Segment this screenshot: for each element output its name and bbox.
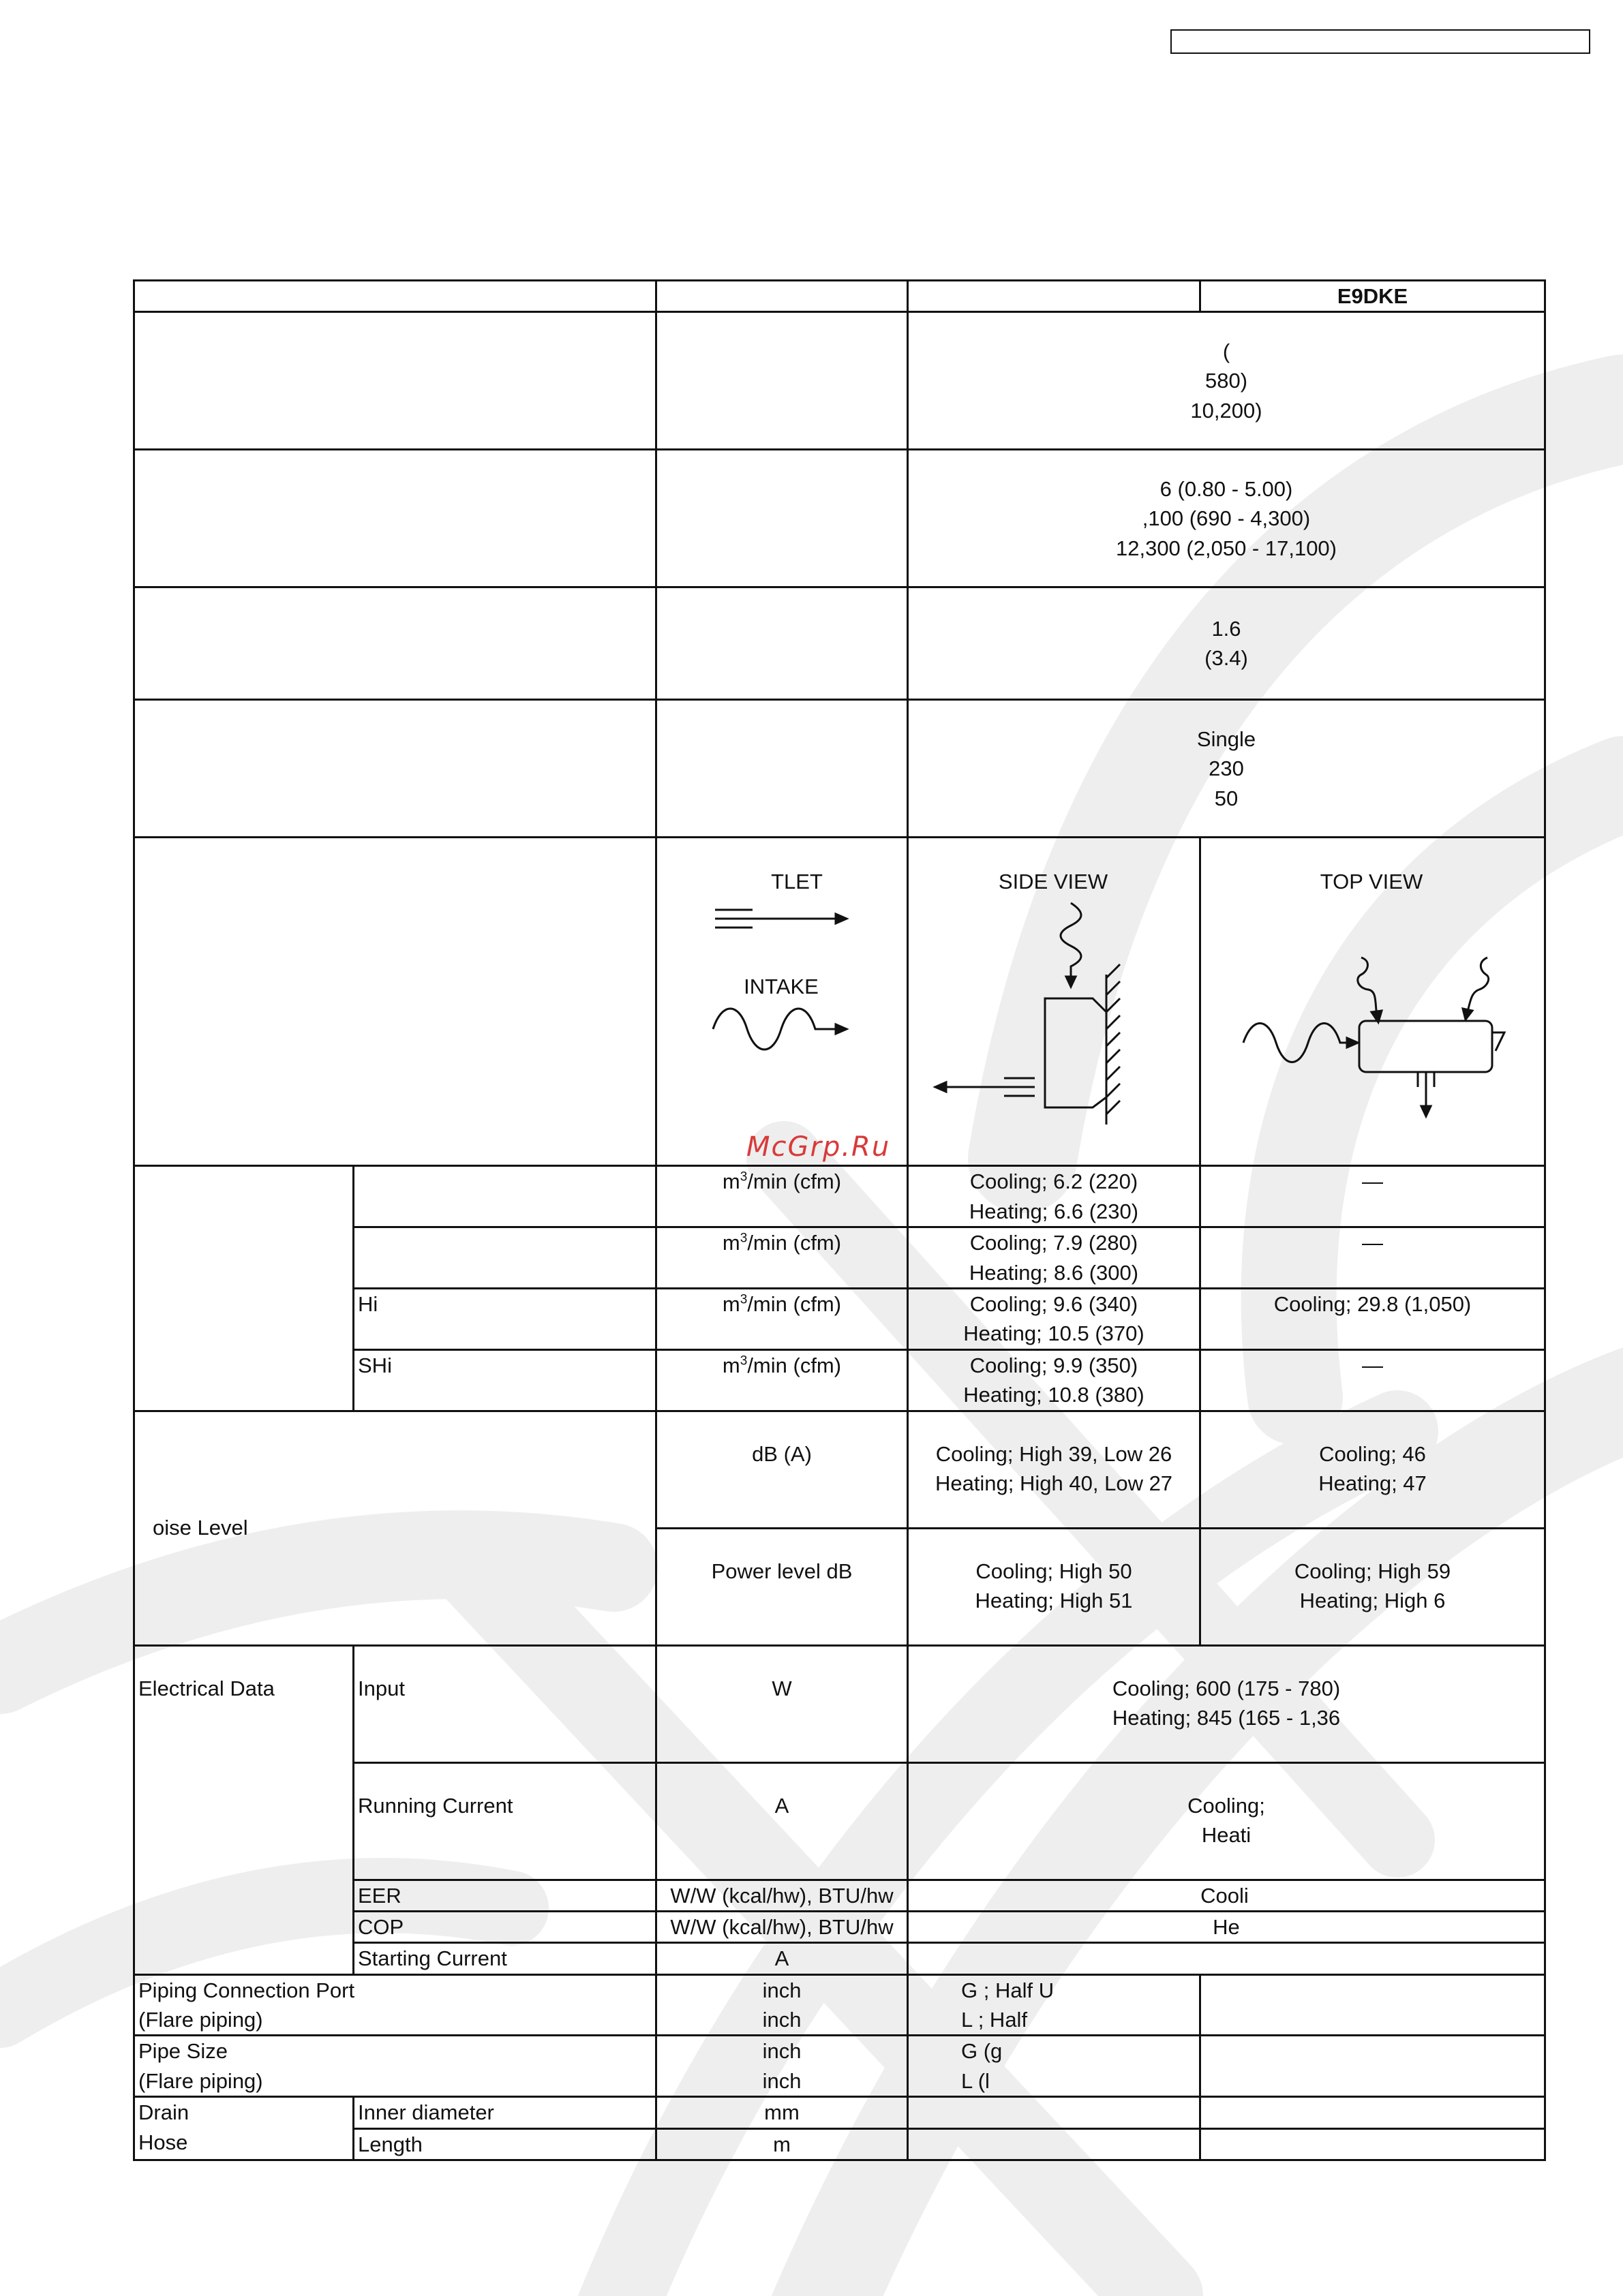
- moisture-line: 1.6: [1211, 617, 1241, 641]
- airflow-unit: [656, 1166, 908, 1227]
- outlet-label: TLET: [771, 870, 823, 894]
- fan-speed-label: [354, 1166, 656, 1227]
- airflow-cooling: Cooling; 7.9 (280): [969, 1231, 1138, 1255]
- pipe-size-label-line: Pipe Size: [138, 2039, 228, 2064]
- input-label: Input: [354, 1645, 656, 1762]
- power-source-line: 50: [1214, 786, 1239, 810]
- unit-superscript: 3: [740, 1170, 748, 1185]
- airflow-outdoor: —: [1200, 1349, 1545, 1411]
- length-outdoor: [1200, 2128, 1545, 2160]
- unit-text: m: [722, 1291, 740, 1316]
- header-box: [1170, 29, 1590, 54]
- cop-value: [908, 1911, 1545, 1942]
- piping-port-value: G ; Half U: [961, 1978, 1055, 2002]
- unit-text: m: [722, 1231, 740, 1255]
- airflow-indoor: [908, 1349, 1200, 1411]
- airflow-unit: [656, 1227, 908, 1289]
- airflow-legend-svg: [657, 838, 909, 1164]
- unit-text: m: [722, 1353, 740, 1377]
- moisture-unit-cell: [656, 587, 908, 700]
- heating-capacity-line: ,100 (690 - 4,300): [1142, 506, 1311, 531]
- piping-port-label-line: (Flare piping): [138, 2008, 263, 2032]
- unit-text: /min (cfm): [747, 1169, 842, 1194]
- side-view-unit-icon: [935, 903, 1120, 1124]
- watermark-label: McGrp.Ru: [746, 1131, 891, 1163]
- starting-current-value: [908, 1943, 1545, 1974]
- cop-label: COP: [354, 1911, 656, 1942]
- airflow-unit: [656, 1349, 908, 1411]
- capacity-line: 10,200): [1190, 398, 1262, 423]
- pipe-size-outdoor: [1200, 2036, 1545, 2097]
- capacity-unit-cell: [656, 312, 908, 450]
- airflow-cooling: Cooling; 9.6 (340): [969, 1291, 1138, 1316]
- capacity-line: (: [1222, 339, 1230, 363]
- header-unit-cell: [656, 281, 908, 312]
- side-view-svg: [909, 838, 1201, 1164]
- unit-text: /min (cfm): [747, 1291, 842, 1316]
- airflow-cooling: Cooling; 6.2 (220): [969, 1169, 1138, 1194]
- pipe-size-units: [656, 2036, 908, 2097]
- airflow-label-cell: [134, 838, 656, 1166]
- airflow-indoor: [908, 1288, 1200, 1349]
- noise-db-unit: dB (A): [656, 1411, 908, 1528]
- inner-diameter-unit: mm: [656, 2097, 908, 2128]
- inner-diameter-outdoor: [1200, 2097, 1545, 2128]
- power-source-values: [908, 700, 1545, 838]
- air-circulation-label-cell: [134, 1166, 354, 1411]
- header-indoor-cell: [908, 281, 1200, 312]
- current-line: Heati: [1201, 1822, 1252, 1847]
- airflow-outdoor: Cooling; 29.8 (1,050): [1200, 1288, 1545, 1349]
- pipe-size-value: G (g: [961, 2039, 1003, 2064]
- inner-diameter-indoor: [908, 2097, 1200, 2128]
- length-unit: m: [656, 2128, 908, 2160]
- intake-label: INTAKE: [744, 975, 819, 999]
- running-current-label: Running Current: [354, 1762, 656, 1880]
- fan-speed-label: SHi: [354, 1349, 656, 1411]
- piping-port-outdoor: [1200, 1974, 1545, 2036]
- heating-capacity-line: 6 (0.80 - 5.00): [1159, 476, 1293, 501]
- power-source-line: 230: [1209, 756, 1244, 781]
- airflow-heating: Heating; 6.6 (230): [969, 1199, 1139, 1223]
- unit-superscript: 3: [740, 1231, 748, 1246]
- unit-line: inch: [762, 1978, 802, 2002]
- pipe-size-value: L (l: [961, 2068, 990, 2093]
- airflow-outdoor: —: [1200, 1166, 1545, 1227]
- airflow-heating: Heating; 10.8 (380): [963, 1383, 1144, 1407]
- piping-port-label: [134, 1974, 656, 2036]
- capacity-label-cell: [134, 312, 656, 450]
- power-source-line: Single: [1196, 726, 1256, 751]
- side-view-cell: [908, 838, 1200, 1166]
- noise-power-unit: Power level dB: [656, 1528, 908, 1645]
- current-line: Cooling;: [1187, 1793, 1265, 1818]
- unit-superscript: 3: [740, 1292, 748, 1307]
- airflow-outdoor: —: [1200, 1227, 1545, 1289]
- drain-label-line: Drain: [138, 2100, 189, 2125]
- unit-line: inch: [762, 2039, 802, 2064]
- piping-port-values: [908, 1974, 1200, 2036]
- model-name: E9DKE: [1200, 281, 1545, 312]
- eer-value-text: Cooli: [1200, 1883, 1249, 1908]
- power-source-label-cell: [134, 700, 656, 838]
- heating-capacity-unit-cell: [656, 450, 908, 587]
- moisture-values: [908, 587, 1545, 700]
- input-unit: W: [656, 1645, 908, 1762]
- noise-line: Cooling; High 50: [975, 1559, 1132, 1583]
- airflow-heating: Heating; 8.6 (300): [969, 1260, 1139, 1285]
- unit-line: inch: [762, 2008, 802, 2032]
- length-indoor: [908, 2128, 1200, 2160]
- running-current-values: [908, 1762, 1545, 1880]
- noise-level-label: oise Level: [134, 1411, 656, 1645]
- intake-wave-arrow-icon: [713, 1009, 847, 1050]
- capacity-line: 580): [1204, 369, 1248, 393]
- input-line: Cooling; 600 (175 - 780): [1112, 1676, 1341, 1700]
- cop-unit: W/W (kcal/hw), BTU/hw: [656, 1911, 908, 1942]
- eer-label: EER: [354, 1880, 656, 1911]
- moisture-label-cell: [134, 587, 656, 700]
- airflow-heating: Heating; 10.5 (370): [963, 1321, 1144, 1346]
- fan-speed-label: [354, 1227, 656, 1289]
- cop-value-text: He: [1213, 1914, 1240, 1939]
- top-view-cell: [1200, 838, 1545, 1166]
- moisture-line: (3.4): [1204, 646, 1248, 671]
- fan-speed-label: Hi: [354, 1288, 656, 1349]
- specification-table: [133, 279, 1546, 2161]
- unit-text: m: [722, 1169, 740, 1194]
- drain-label-line: Hose: [138, 2130, 188, 2154]
- starting-current-unit: A: [656, 1943, 908, 1974]
- pipe-size-label-line: (Flare piping): [138, 2068, 263, 2093]
- unit-superscript: 3: [740, 1353, 748, 1368]
- eer-unit: W/W (kcal/hw), BTU/hw: [656, 1880, 908, 1911]
- side-view-label: SIDE VIEW: [998, 870, 1108, 894]
- top-view-svg: [1201, 838, 1546, 1164]
- noise-line: Heating; High 51: [975, 1588, 1133, 1612]
- noise-line: Cooling; 46: [1319, 1441, 1426, 1466]
- noise-db-outdoor: [1200, 1411, 1545, 1528]
- top-view-unit-icon: [1243, 958, 1504, 1116]
- unit-text: /min (cfm): [747, 1353, 842, 1377]
- noise-line: Heating; High 6: [1299, 1588, 1446, 1612]
- airflow-cooling: Cooling; 9.9 (350): [969, 1353, 1138, 1377]
- input-values: [908, 1645, 1545, 1762]
- length-label: Length: [354, 2128, 656, 2160]
- airflow-indoor: [908, 1166, 1200, 1227]
- noise-line: Cooling; High 59: [1294, 1559, 1451, 1583]
- header-blank-cell: [134, 281, 656, 312]
- noise-line: Cooling; High 39, Low 26: [935, 1441, 1172, 1466]
- piping-port-label-line: Piping Connection Port: [138, 1978, 355, 2002]
- electrical-data-label: Electrical Data: [134, 1645, 354, 1974]
- heating-capacity-values: [908, 450, 1545, 587]
- airflow-indoor: [908, 1227, 1200, 1289]
- airflow-legend: [656, 838, 908, 1166]
- piping-port-value: L ; Half: [961, 2008, 1028, 2032]
- pipe-size-label: [134, 2036, 656, 2097]
- heating-capacity-label-cell: [134, 450, 656, 587]
- input-line: Heating; 845 (165 - 1,36: [1112, 1705, 1341, 1730]
- running-current-unit: A: [656, 1762, 908, 1880]
- pipe-size-values: [908, 2036, 1200, 2097]
- drain-hose-label: [134, 2097, 354, 2160]
- unit-line: inch: [762, 2068, 802, 2093]
- capacity-values: [908, 312, 1545, 450]
- noise-line: Heating; High 40, Low 27: [935, 1471, 1173, 1495]
- power-source-unit-cell: [656, 700, 908, 838]
- top-view-label: TOP VIEW: [1320, 870, 1423, 894]
- airflow-unit: [656, 1288, 908, 1349]
- noise-line: Heating; 47: [1318, 1471, 1427, 1495]
- piping-port-units: [656, 1974, 908, 2036]
- starting-current-label: Starting Current: [354, 1943, 656, 1974]
- heating-capacity-line: 12,300 (2,050 - 17,100): [1115, 536, 1337, 560]
- outlet-arrow-icon: [715, 910, 847, 928]
- noise-power-outdoor: [1200, 1528, 1545, 1645]
- noise-db-indoor: [908, 1411, 1200, 1528]
- noise-power-indoor: [908, 1528, 1200, 1645]
- eer-value: [908, 1880, 1545, 1911]
- unit-text: /min (cfm): [747, 1231, 842, 1255]
- inner-diameter-label: Inner diameter: [354, 2097, 656, 2128]
